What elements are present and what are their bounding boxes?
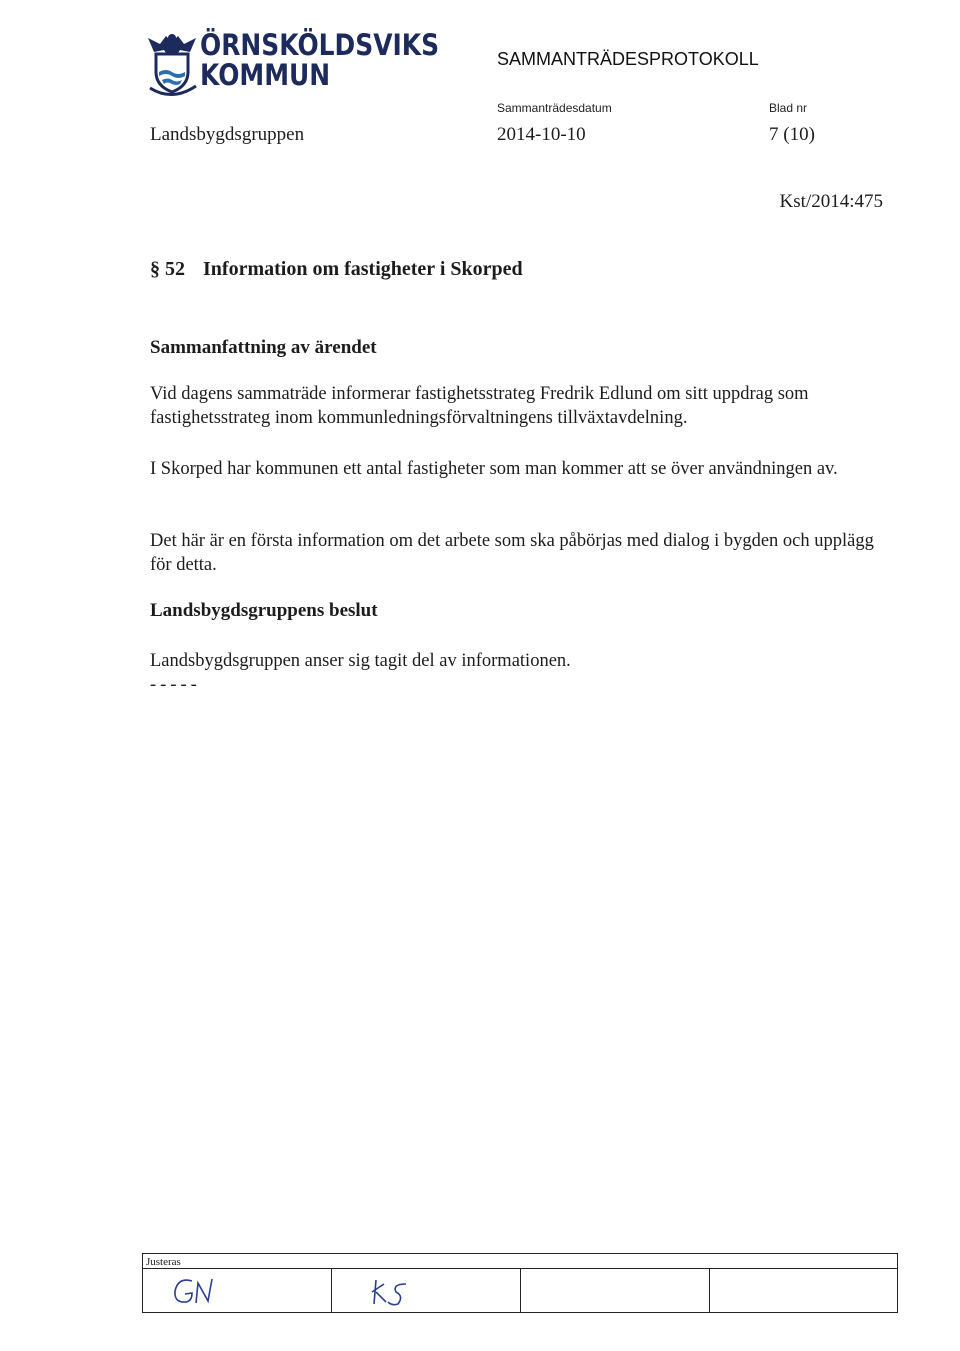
signature-cell-divider (331, 1268, 332, 1313)
page-number: 7 (10) (769, 124, 815, 145)
coat-of-arms-icon (146, 28, 198, 98)
signature-label: Justeras (146, 1256, 181, 1268)
committee-name: Landsbygdsgruppen (150, 124, 305, 145)
logo-text-line1: ÖRNSKÖLDSVIKS (200, 28, 440, 62)
section-title (150, 258, 523, 281)
summary-paragraph: Det här är en första information om det arbete som ska påbörjas med dialog i bygden och upplägg för detta. (150, 531, 874, 575)
date-label: Sammanträdesdatum (497, 101, 612, 115)
initials-ks-signature (368, 1276, 418, 1310)
page-label: Blad nr (769, 101, 808, 115)
logo-wordmark (200, 30, 439, 90)
decision-text: Landsbygdsgruppen anser sig tagit del av informationen. (150, 651, 571, 671)
section-heading: Information om fastigheter i Skorped (203, 258, 523, 280)
summary-paragraph: Vid dagens sammaträde informerar fastighetsstrateg Fredrik Edlund om sitt uppdrag som fastighetsstrateg inom kommunledningsförvaltningens tillväxtavdelning. (150, 384, 809, 428)
initials-gn-signature (170, 1275, 220, 1309)
section-number: § 52 (150, 258, 185, 280)
summary-paragraph: I Skorped har kommunen ett antal fastigheter som man kommer att se över användningen av. (150, 459, 838, 479)
decision-heading: Landsbygdsgruppens beslut (150, 600, 378, 621)
document-type: SAMMANTRÄDESPROTOKOLL (497, 49, 759, 69)
case-number: Kst/2014:475 (779, 191, 883, 212)
meeting-date: 2014-10-10 (497, 124, 586, 145)
signature-cell-divider (709, 1268, 710, 1313)
logo-text-line2: KOMMUN (200, 58, 331, 92)
summary-heading: Sammanfattning av ärendet (150, 337, 377, 358)
signature-cell-divider (520, 1268, 521, 1313)
end-marker: ----- (150, 675, 201, 695)
